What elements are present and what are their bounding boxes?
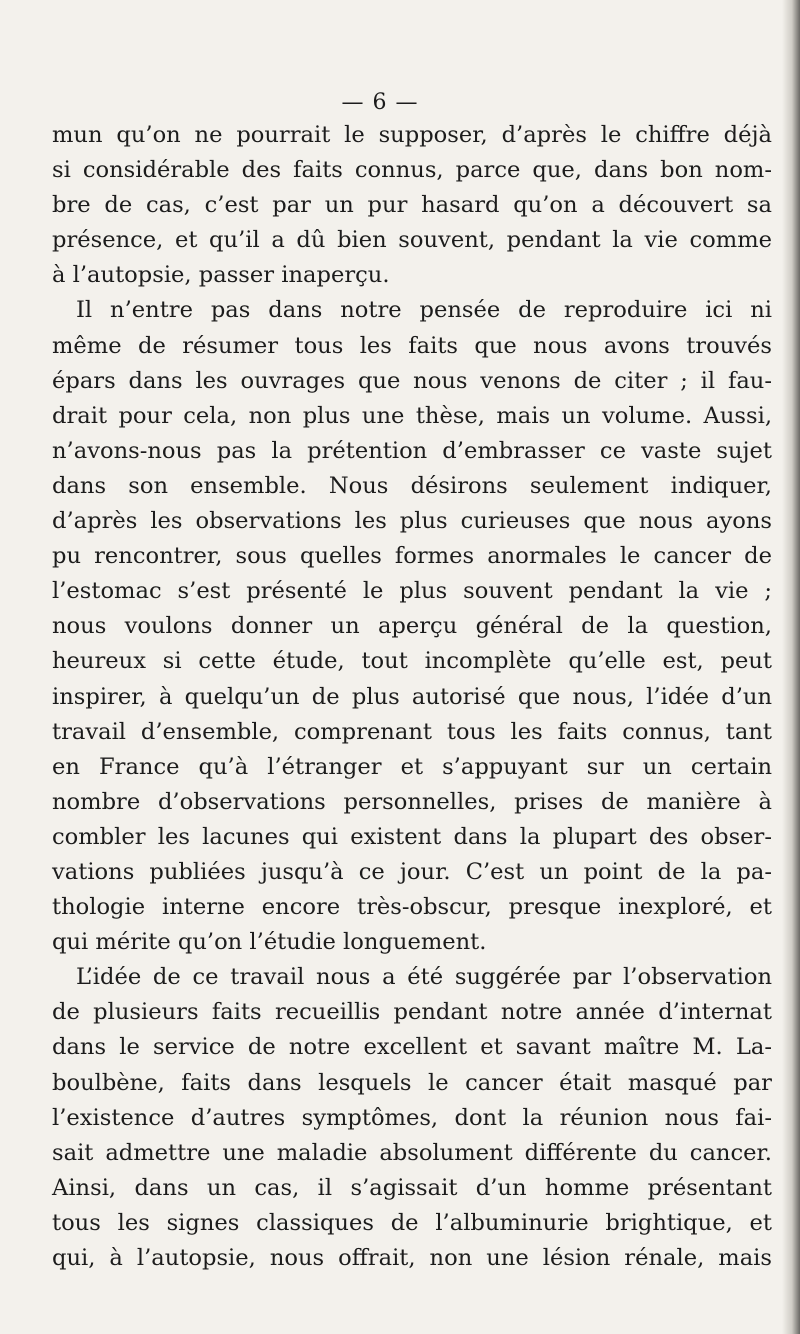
text-line: Il n’entre pas dans notre pensée de reproduire ici ni [76, 297, 772, 324]
text-line: travail d’ensemble, comprenant tous les faits connus, tant [52, 718, 772, 745]
text-line: L’idée de ce travail nous a été suggérée par l’observation [76, 964, 772, 991]
text-line: vations publiées jusqu’à ce jour. C’est un point de la pa- [52, 858, 772, 885]
page-edge-shadow [782, 0, 800, 1334]
text-line: n’avons-nous pas la prétention d’embrasser ce vaste sujet [52, 437, 772, 464]
text-line: l’estomac s’est présenté le plus souvent pendant la vie ; [52, 578, 772, 605]
text-line: mun qu’on ne pourrait le supposer, d’après le chiffre déjà [52, 122, 772, 148]
text-line: inspirer, à quelqu’un de plus autorisé que nous, l’idée d’un [52, 683, 772, 710]
text-line: dans le service de notre excellent et savant maître M. La- [52, 1034, 772, 1061]
text-line: présence, et qu’il a dû bien souvent, pendant la vie comme [52, 227, 772, 254]
text-line: nombre d’observations personnelles, prises de manière à [52, 788, 772, 815]
text-line: même de résumer tous les faits que nous avons trouvés [52, 332, 772, 359]
text-line: tous les signes classiques de l’albuminurie brightique, et [52, 1209, 772, 1236]
text-line: à l’autopsie, passer inaperçu. [52, 262, 390, 289]
text-line: en France qu’à l’étranger et s’appuyant sur un certain [52, 753, 772, 780]
text-line: si considérable des faits connus, parce que, dans bon nom- [52, 157, 772, 184]
text-line: nous voulons donner un aperçu général de la question, [52, 613, 772, 640]
text-line: bre de cas, c’est par un pur hasard qu’on a découvert sa [52, 192, 772, 219]
text-line: heureux si cette étude, tout incomplète qu’elle est, peut [52, 648, 772, 675]
text-line: l’existence d’autres symptômes, dont la réunion nous fai- [52, 1104, 772, 1131]
text-line: dans son ensemble. Nous désirons seulement indiquer, [52, 472, 772, 499]
text-line: drait pour cela, non plus une thèse, mais un volume. Aussi, [52, 402, 772, 429]
text-line: sait admettre une maladie absolument différente du cancer. [52, 1139, 772, 1166]
body-text [52, 118, 772, 1276]
text-line: Ainsi, dans un cas, il s’agissait d’un homme présentant [52, 1174, 772, 1201]
text-line: de plusieurs faits recueillis pendant notre année d’internat [52, 999, 772, 1026]
text-line: épars dans les ouvrages que nous venons de citer ; il fau- [52, 367, 772, 394]
text-line: combler les lacunes qui existent dans la plupart des obser- [52, 823, 772, 850]
text-line: d’après les observations les plus curieuses que nous ayons [52, 508, 772, 535]
text-line: pu rencontrer, sous quelles formes anormales le cancer de [52, 543, 772, 570]
text-line: thologie interne encore très-obscur, presque inexploré, et [52, 894, 772, 921]
page-number: — 6 — [341, 90, 419, 115]
text-line: qui, à l’autopsie, nous offrait, non une lésion rénale, mais [52, 1245, 772, 1271]
text-line: qui mérite qu’on l’étudie longuement. [52, 929, 487, 956]
text-line: boulbène, faits dans lesquels le cancer était masqué par [52, 1069, 772, 1096]
